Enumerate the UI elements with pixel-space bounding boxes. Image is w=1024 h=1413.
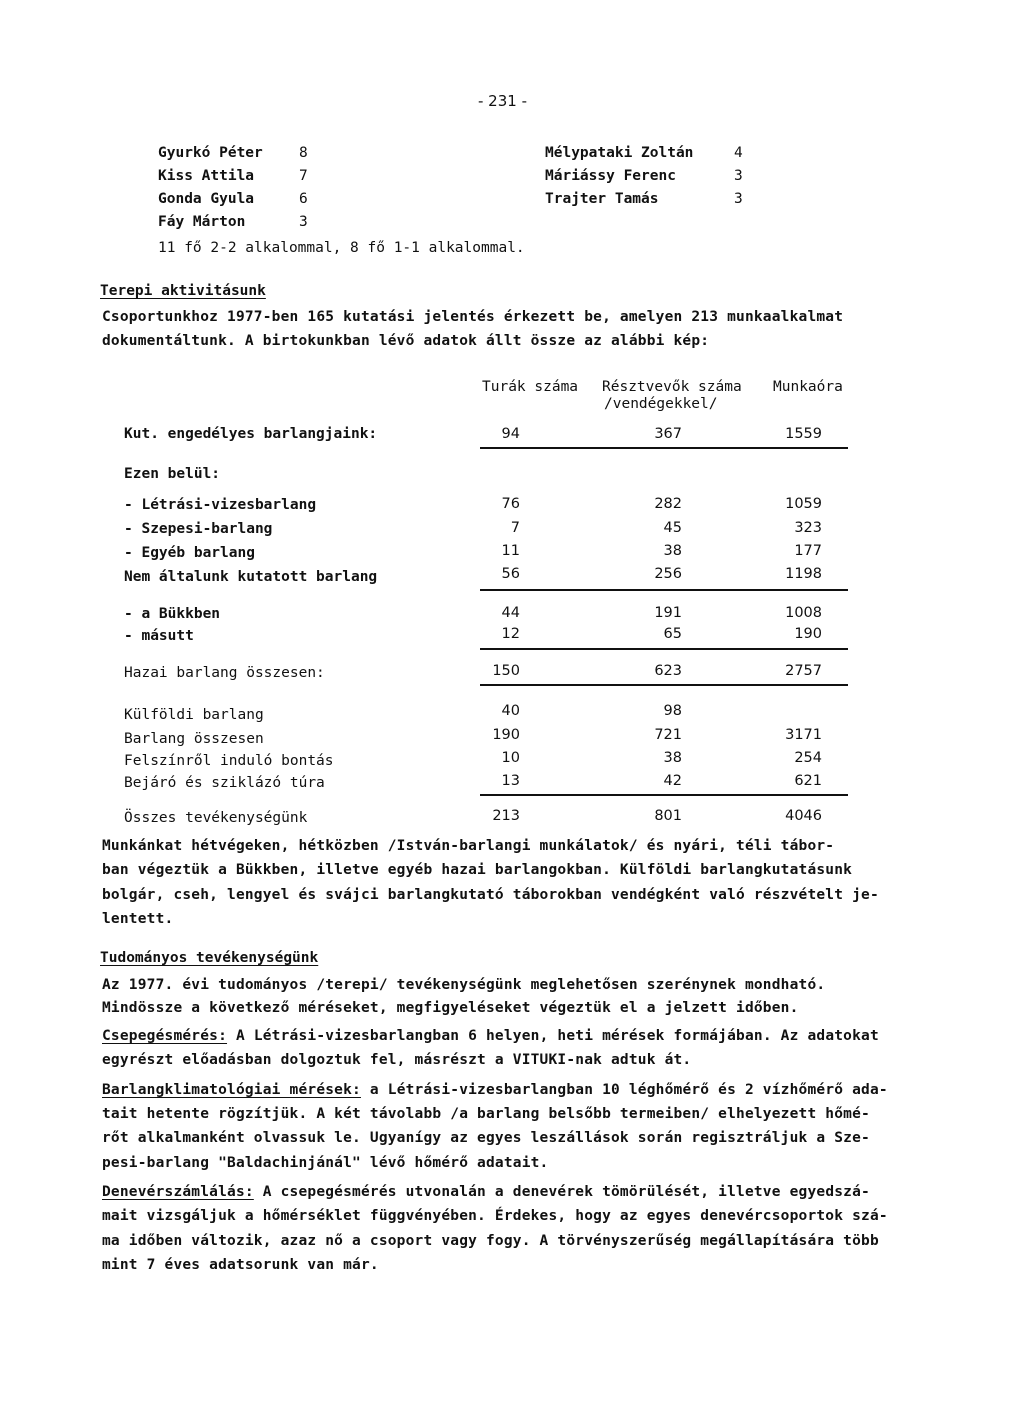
bat-count-line: ma időben változik, azaz nő a csoport vagy fogy. A törvényszerűség megállapítására több	[102, 1233, 879, 1249]
table-cell-participants: 45	[663, 520, 682, 536]
table-rule	[480, 684, 848, 686]
bat-count-label: Denevérszámlálás:	[102, 1184, 254, 1200]
climate-measurement-line: tait hetente rögzítjük. A két távolabb /a barlang belsőbb termeiben/ elhelyezett hőmé-	[102, 1106, 870, 1122]
participants-summary: 11 fő 2-2 alkalommal, 8 fő 1-1 alkalommal.	[158, 240, 525, 256]
table-cell-tours: 76	[501, 496, 520, 512]
climate-measurement-line: pesi-barlang "Baldachinjánál" lévő hőmérő adatait.	[102, 1155, 549, 1171]
table-cell-tours: 11	[501, 543, 520, 559]
participant-count: 4	[734, 145, 743, 161]
table-cell-tours: 13	[501, 773, 520, 789]
science-intro-line: Az 1977. évi tudományos /terepi/ tevékenységünk meglehetősen szerénynek mondható.	[102, 977, 826, 993]
table-cell-participants: 191	[654, 605, 682, 621]
work-paragraph-line: Munkánkat hétvégeken, hétközben /István-barlangi munkálatok/ és nyári, téli tábor-	[102, 838, 835, 854]
climate-measurement-label: Barlangklimatológiai mérések:	[102, 1082, 361, 1098]
drip-measurement-text: A Létrási-vizesbarlangban 6 helyen, heti mérések formájában. Az adatokat	[227, 1028, 879, 1044]
table-cell-tours: 10	[501, 750, 520, 766]
table-cell-workhours: 323	[794, 520, 822, 536]
participant-name: Fáy Márton	[158, 214, 246, 230]
table-rule	[480, 589, 848, 591]
table-cell-workhours: 621	[794, 773, 822, 789]
participant-count: 3	[299, 214, 308, 230]
table-row-label: - a Bükkben	[124, 606, 221, 622]
science-intro-line: Mindössze a következő méréseket, megfigyeléseket végeztük el a jelzett időben.	[102, 1000, 799, 1016]
table-row-label: - Egyéb barlang	[124, 545, 255, 561]
table-rule	[480, 648, 848, 650]
table-header-participants: Résztvevők száma	[602, 379, 742, 395]
participant-count: 8	[299, 145, 308, 161]
field-intro-line: dokumentáltunk. A birtokunkban lévő adatok állt össze az alábbi kép:	[102, 333, 710, 349]
table-cell-workhours: 1059	[785, 496, 822, 512]
table-header-participants-sub: /vendégekkel/	[604, 396, 718, 412]
table-cell-tours: 190	[492, 727, 520, 743]
table-cell-workhours: 1198	[785, 566, 822, 582]
participant-name: Trajter Tamás	[545, 191, 659, 207]
table-row-label: - másutt	[124, 628, 194, 644]
table-cell-participants: 42	[663, 773, 682, 789]
participant-count: 3	[734, 168, 743, 184]
climate-measurement-line	[102, 1082, 922, 1098]
participant-count: 7	[299, 168, 308, 184]
table-cell-participants: 801	[654, 808, 682, 824]
table-row-label: Bejáró és sziklázó túra	[124, 775, 325, 791]
bat-count-line	[102, 1184, 922, 1200]
table-cell-participants: 65	[663, 626, 682, 642]
page-number: - 231 -	[478, 92, 527, 110]
table-cell-participants: 38	[663, 750, 682, 766]
table-row-label: Felszínről induló bontás	[124, 753, 334, 769]
table-cell-tours: 12	[501, 626, 520, 642]
table-rule	[480, 794, 848, 796]
table-row-label: - Létrási-vizesbarlang	[124, 497, 317, 513]
table-cell-workhours: 3171	[785, 727, 822, 743]
table-row-label: Összes tevékenységünk	[124, 810, 308, 826]
table-cell-tours: 56	[501, 566, 520, 582]
participant-name: Mélypataki Zoltán	[545, 145, 694, 161]
bat-count-line: mint 7 éves adatsorunk van már.	[102, 1257, 379, 1273]
table-cell-participants: 38	[663, 543, 682, 559]
table-cell-tours: 213	[492, 808, 520, 824]
work-paragraph-line: ban végeztük a Bükkben, illetve egyéb hazai barlangokban. Külföldi barlangkutatásunk	[102, 862, 853, 878]
table-cell-workhours: 2757	[785, 663, 822, 679]
climate-measurement-text: a Létrási-vizesbarlangban 10 léghőmérő és 2 vízhőmérő ada-	[360, 1082, 888, 1098]
table-cell-participants: 282	[654, 496, 682, 512]
table-cell-workhours: 1559	[785, 426, 822, 442]
table-row-label: Hazai barlang összesen:	[124, 665, 325, 681]
section-heading-science: Tudományos tevékenységünk	[100, 950, 319, 966]
participant-name: Kiss Attila	[158, 168, 255, 184]
table-row-label: Külföldi barlang	[124, 707, 264, 723]
drip-measurement-line: egyrészt előadásban dolgoztuk fel, másrészt a VITUKI-nak adtuk át.	[102, 1052, 692, 1068]
table-row-label: - Szepesi-barlang	[124, 521, 273, 537]
table-row-label: Kut. engedélyes barlangjaink:	[124, 426, 378, 442]
work-paragraph-line: lentett.	[102, 911, 174, 927]
table-row-label: Barlang összesen	[124, 731, 264, 747]
table-cell-participants: 256	[654, 566, 682, 582]
table-cell-tours: 94	[501, 426, 520, 442]
participant-count: 3	[734, 191, 743, 207]
table-cell-workhours: 177	[794, 543, 822, 559]
participant-name: Gonda Gyula	[158, 191, 255, 207]
drip-measurement-line	[102, 1028, 922, 1044]
table-header-tours: Turák száma	[482, 379, 579, 395]
table-cell-workhours: 254	[794, 750, 822, 766]
table-cell-tours: 7	[510, 520, 520, 536]
participant-name: Máriássy Ferenc	[545, 168, 676, 184]
table-cell-tours: 40	[501, 703, 520, 719]
work-paragraph-line: bolgár, cseh, lengyel és svájci barlangkutató táborokban vendégként való részvételt je-	[102, 887, 879, 903]
table-row-label: Ezen belül:	[124, 466, 221, 482]
climate-measurement-line: rőt alkalmanként olvassuk le. Ugyanígy az egyes leszállások során regisztráljuk a Sze-	[102, 1130, 870, 1146]
bat-count-text: A csepegésmérés utvonalán a denevérek tömörülését, illetve egyedszá-	[253, 1184, 870, 1200]
table-cell-workhours: 190	[794, 626, 822, 642]
table-cell-participants: 721	[654, 727, 682, 743]
table-header-workhours: Munkaóra	[773, 379, 843, 395]
participant-name: Gyurkó Péter	[158, 145, 263, 161]
section-heading-field: Terepi aktivitásunk	[100, 283, 266, 299]
table-cell-participants: 623	[654, 663, 682, 679]
table-cell-participants: 367	[654, 426, 682, 442]
field-intro-line: Csoportunkhoz 1977-ben 165 kutatási jelentés érkezett be, amelyen 213 munkaalkalmat	[102, 309, 844, 325]
table-cell-workhours: 1008	[785, 605, 822, 621]
bat-count-line: mait vizsgáljuk a hőmérséklet függvényében. Érdekes, hogy az egyes denevércsoportok szá-	[102, 1208, 888, 1224]
table-cell-participants: 98	[663, 703, 682, 719]
table-rule	[480, 447, 848, 449]
table-cell-tours: 44	[501, 605, 520, 621]
drip-measurement-label: Csepegésmérés:	[102, 1028, 228, 1044]
table-row-label: Nem általunk kutatott barlang	[124, 569, 378, 585]
table-cell-workhours: 4046	[785, 808, 822, 824]
participant-count: 6	[299, 191, 308, 207]
table-cell-tours: 150	[492, 663, 520, 679]
